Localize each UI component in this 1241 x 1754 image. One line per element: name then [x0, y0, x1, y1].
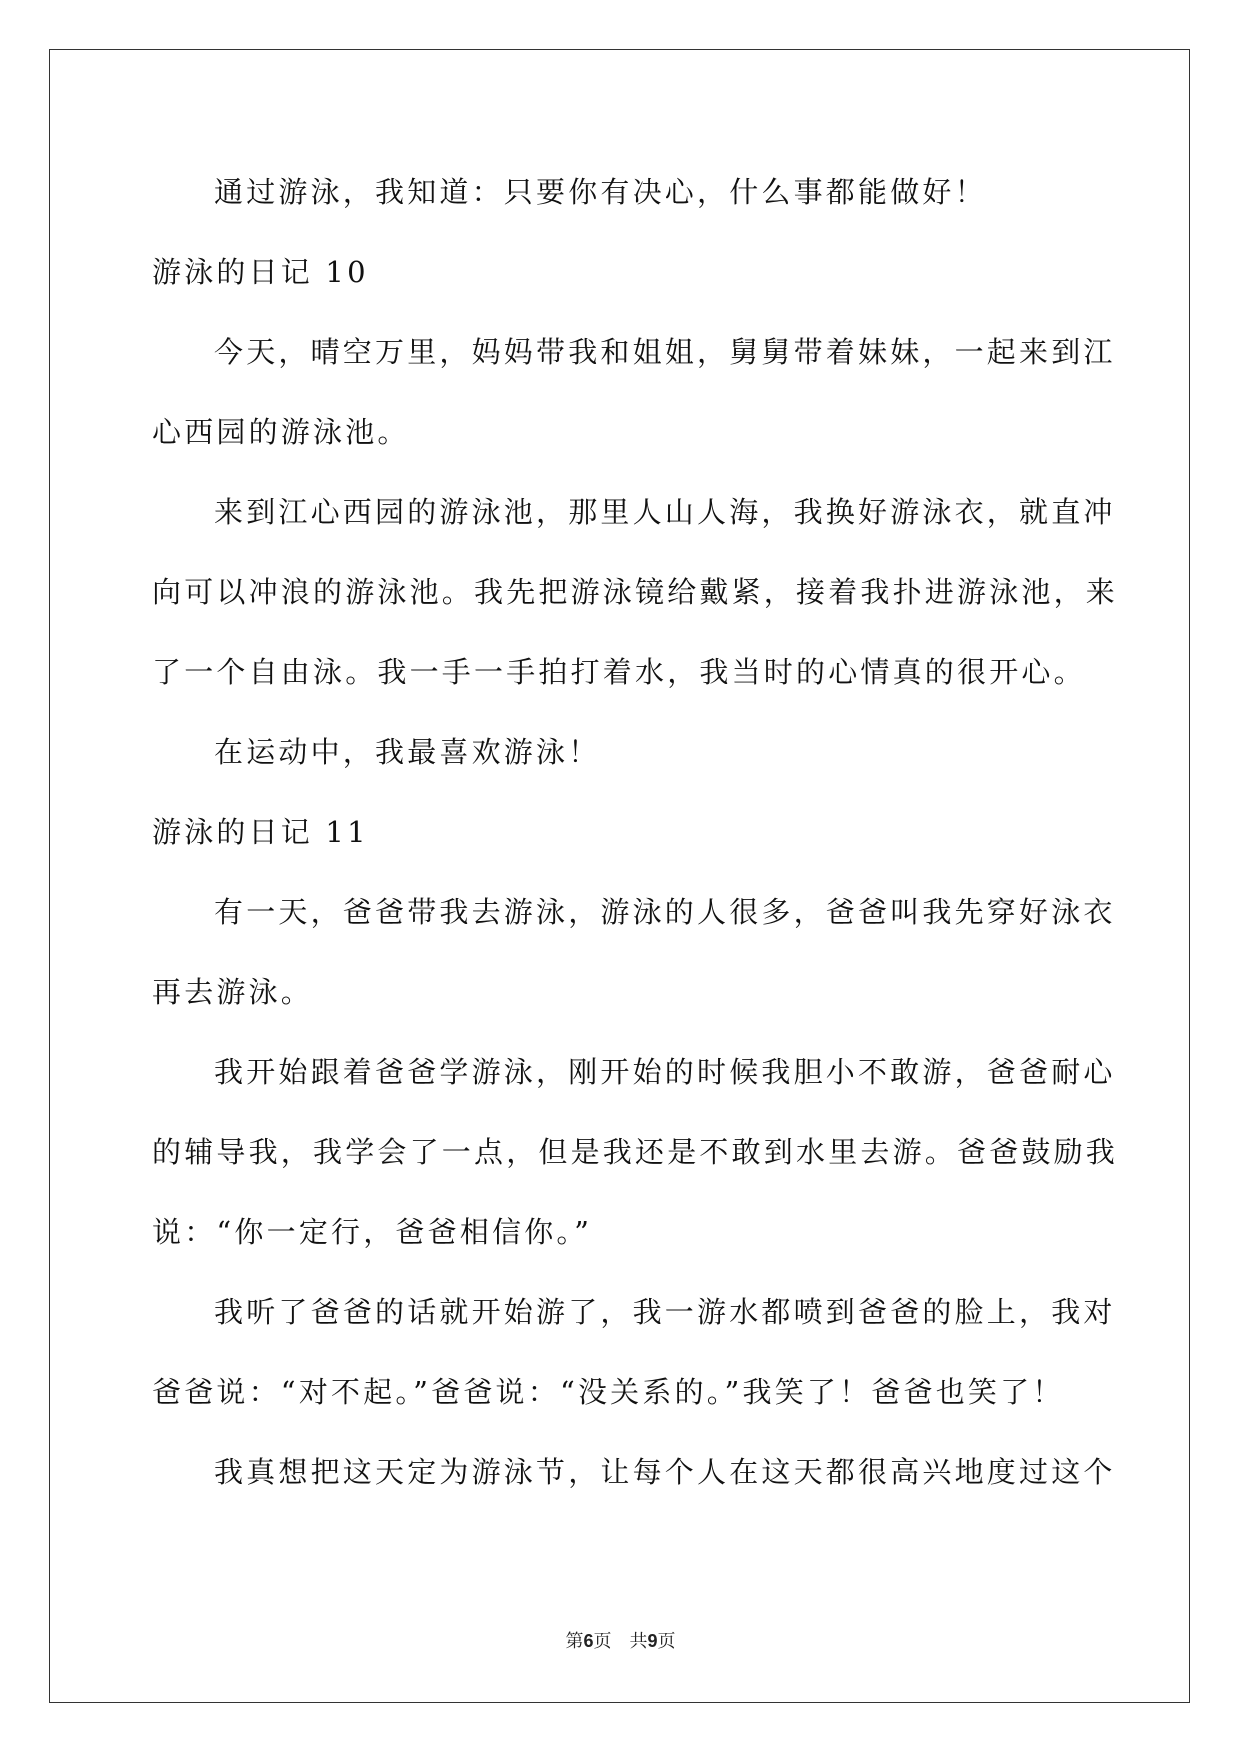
section-heading: 游泳的日记 10 [152, 255, 369, 289]
page-footer [0, 1627, 1241, 1653]
total-page-count: 9 [647, 1631, 658, 1651]
footer-mid: 页 共 [593, 1631, 648, 1652]
paragraph-line: 爸爸说：“对不起。”爸爸说：“没关系的。”我笑了！爸爸也笑了！ [152, 1375, 1065, 1409]
paragraph-line: 我听了爸爸的话就开始游了，我一游水都喷到爸爸的脸上，我对 [214, 1295, 1116, 1329]
footer-suffix: 页 [657, 1631, 676, 1652]
paragraph-line: 来到江心西园的游泳池，那里人山人海，我换好游泳衣，就直冲 [214, 495, 1116, 529]
paragraph-line: 在运动中，我最喜欢游泳！ [214, 735, 601, 769]
paragraph-line: 通过游泳，我知道：只要你有决心，什么事都能做好！ [214, 175, 987, 209]
paragraph-line: 我真想把这天定为游泳节，让每个人在这天都很高兴地度过这个 [214, 1455, 1116, 1489]
paragraph-line: 心西园的游泳池。 [152, 415, 410, 449]
paragraph-line: 了一个自由泳。我一手一手拍打着水，我当时的心情真的很开心。 [152, 655, 1086, 689]
paragraph-line: 有一天，爸爸带我去游泳，游泳的人很多，爸爸叫我先穿好泳衣 [214, 895, 1116, 929]
paragraph-line: 我开始跟着爸爸学游泳，刚开始的时候我胆小不敢游，爸爸耐心 [214, 1055, 1116, 1089]
paragraph-line: 的辅导我，我学会了一点，但是我还是不敢到水里去游。爸爸鼓励我 [152, 1135, 1119, 1169]
footer-prefix: 第 [565, 1631, 584, 1652]
paragraph-line: 向可以冲浪的游泳池。我先把游泳镜给戴紧，接着我扑进游泳池，来 [152, 575, 1119, 609]
section-heading: 游泳的日记 11 [152, 815, 369, 849]
current-page-number: 6 [583, 1631, 594, 1651]
paragraph-line: 说：“你一定行，爸爸相信你。” [152, 1215, 593, 1249]
paragraph-line: 今天，晴空万里，妈妈带我和姐姐，舅舅带着妹妹，一起来到江 [214, 335, 1116, 369]
paragraph-line: 再去游泳。 [152, 975, 314, 1009]
